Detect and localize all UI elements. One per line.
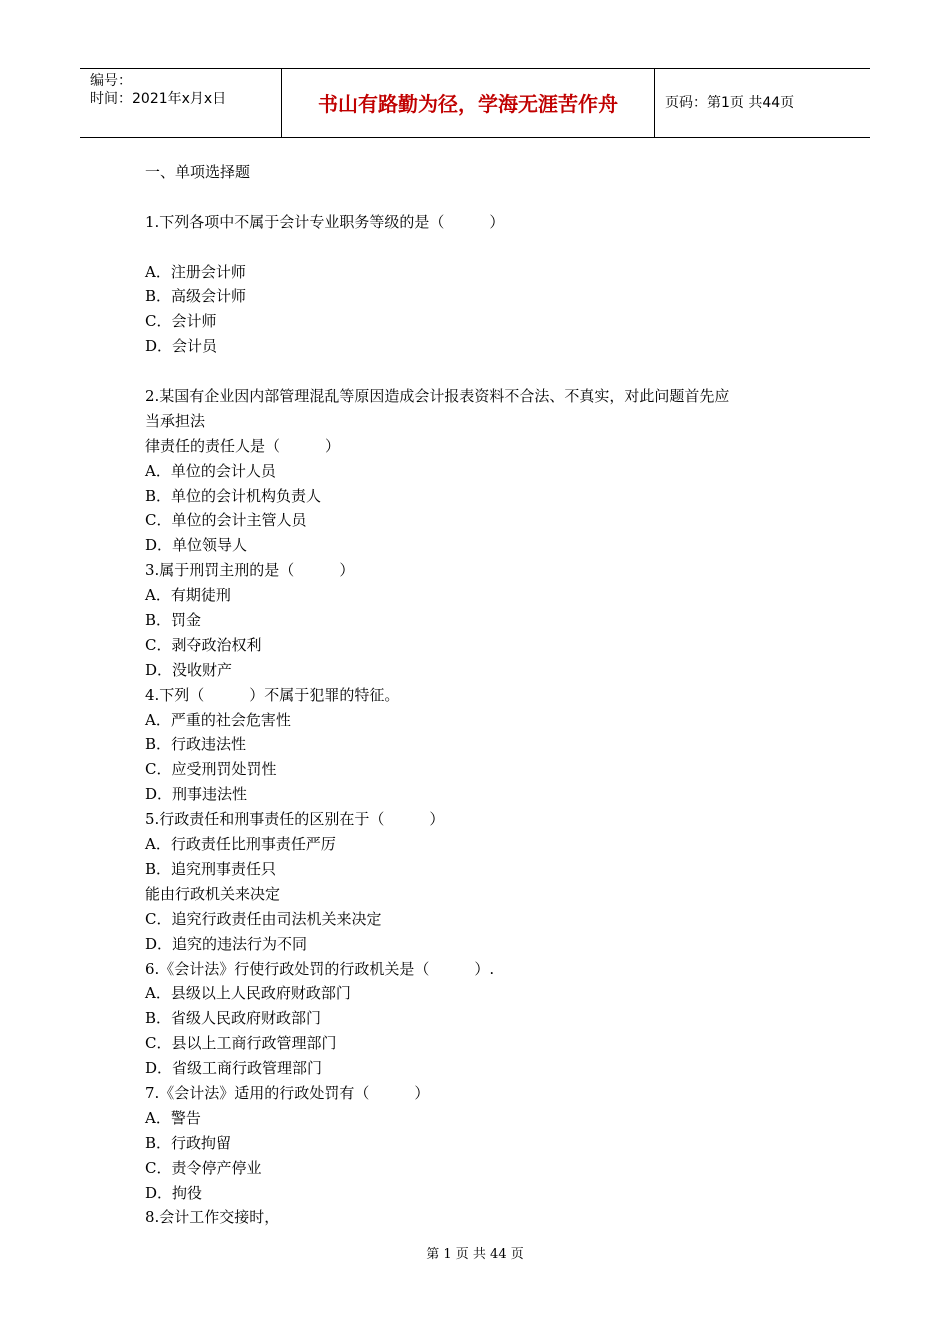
answer-option: C．应受刑罚处罚性 (145, 760, 277, 779)
question-stem: 4.下列（ ）不属于犯罪的特征。 (145, 685, 400, 704)
question-stem: 当承担法 (145, 411, 206, 430)
question-item (145, 807, 835, 956)
question-stem: 7.《会计法》适用的行政处罚有（ ） (145, 1083, 430, 1102)
question-stem: 5.行政责任和刑事责任的区别在于（ ） (145, 810, 445, 829)
question-list (145, 210, 835, 1231)
answer-option: 能由行政机关来决定 (145, 884, 281, 903)
answer-option: A．县级以上人民政府财政部门 (145, 984, 351, 1003)
answer-option: A．严重的社会危害性 (145, 710, 291, 729)
page-footer: 第 1 页 共 44 页 (426, 1247, 524, 1262)
question-item (145, 210, 835, 384)
answer-option: D．没收财产 (145, 660, 233, 679)
question-stem: 律责任的责任人是（ ） (145, 436, 341, 455)
page-header (80, 68, 870, 138)
spacer (145, 359, 835, 384)
answer-option: A．有期徒刑 (145, 586, 231, 605)
answer-option: A．行政责任比刑事责任严厉 (145, 835, 336, 854)
document-number-label: 编号： (90, 73, 132, 89)
answer-option: B．高级会计师 (145, 287, 247, 306)
header-right-cell (655, 69, 870, 137)
answer-option: D．拘役 (145, 1183, 203, 1202)
header-page-info: 页码：第1页 共44页 (665, 95, 795, 111)
question-stem: 8.会计工作交接时， (145, 1208, 280, 1227)
answer-option: C．县以上工商行政管理部门 (145, 1034, 337, 1053)
answer-option: B．罚金 (145, 611, 202, 630)
question-item (145, 1205, 835, 1230)
header-middle-cell (282, 69, 655, 137)
question-item (145, 957, 835, 1081)
question-stem: 2.某国有企业因内部管理混乱等原因造成会计报表资料不合法、不真实，对此问题首先应 (145, 387, 730, 406)
header-motto: 书山有路勤为径，学海无涯苦作舟 (318, 92, 618, 116)
answer-option: C．剥夺政治权利 (145, 635, 262, 654)
answer-option: B．省级人民政府财政部门 (145, 1009, 322, 1028)
question-item (145, 558, 835, 682)
section-title: 一、单项选择题 (145, 163, 251, 181)
answer-option: C．单位的会计主管人员 (145, 511, 307, 530)
answer-option: D．省级工商行政管理部门 (145, 1059, 323, 1078)
question-content (145, 160, 835, 1230)
question-item (145, 1081, 835, 1205)
answer-option: D．刑事违法性 (145, 785, 248, 804)
header-left-cell (80, 69, 282, 137)
answer-option: B．行政拘留 (145, 1133, 232, 1152)
spacer (145, 185, 835, 210)
answer-option: C．责令停产停业 (145, 1158, 262, 1177)
question-stem: 6.《会计法》行使行政处罚的行政机关是（ ）. (145, 959, 495, 978)
question-item (145, 384, 835, 558)
answer-option: C．追究行政责任由司法机关来决定 (145, 909, 382, 928)
answer-option: D．单位领导人 (145, 536, 248, 555)
answer-option: B．追究刑事责任只 (145, 859, 277, 878)
answer-option: B．行政违法性 (145, 735, 247, 754)
answer-option: D．追究的违法行为不同 (145, 934, 308, 953)
answer-option: C．会计师 (145, 312, 217, 331)
document-date: 时间：2021年x月x日 (90, 91, 227, 107)
answer-option: A．警告 (145, 1108, 201, 1127)
answer-option: A．单位的会计人员 (145, 461, 276, 480)
answer-option: B．单位的会计机构负责人 (145, 486, 322, 505)
question-stem: 3.属于刑罚主刑的是（ ） (145, 561, 355, 580)
spacer (145, 235, 835, 260)
question-stem: 1.下列各项中不属于会计专业职务等级的是（ ） (145, 212, 505, 231)
answer-option: A．注册会计师 (145, 262, 246, 281)
answer-option: D．会计员 (145, 337, 218, 356)
question-item (145, 683, 835, 807)
